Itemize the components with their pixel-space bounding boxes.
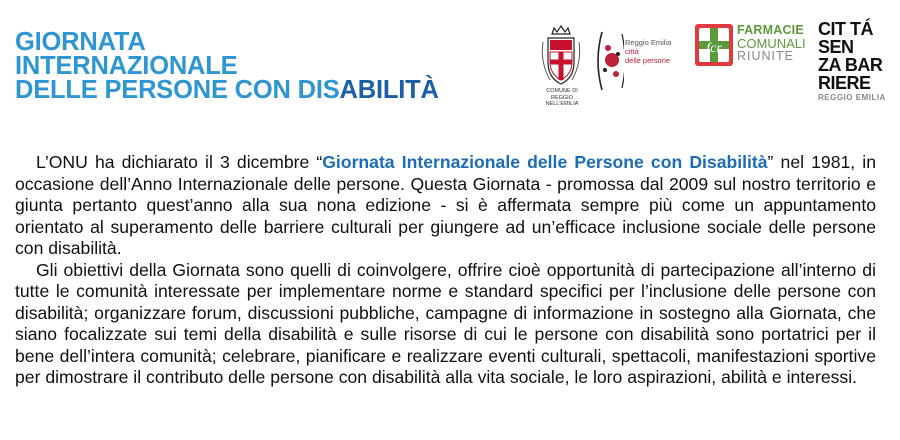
csb-line-1: CIT TÁ: [818, 19, 873, 39]
paragraph-2: Gli obiettivi della Giornata sono quelli di coinvolgere, offrire cioè opportunità di partecipazione all’interno di tutte le comunità interessate per implementare norme e standard specifici per l’inclusione delle persone con disabilità; organizzare forum, discussioni pubbliche, campagne di informazione in sostegno alla Giornata, che siano focalizzate sui temi della disabilità e sulle risorse di cui le persone con disabilità sono portatrici per il bene dell’intera comunità; celebrare, pianificare e realizzare eventi culturali, spettacoli, manifestazioni sportive per dimostrare il contributo delle persone con disabilità alla vita sociale, le loro aspirazioni, abilità e interessi.: [15, 259, 876, 387]
fcr-name-3: RIUNITE: [737, 49, 794, 63]
comune-caption-2: REGGIO NELL'EMILIA: [545, 94, 579, 107]
fcr-name-1: FARMACIE: [737, 23, 804, 37]
reggio-emilia-citta-persone-logo: [592, 26, 624, 96]
re-text-1: Reggio Emilia: [625, 38, 672, 47]
csb-line-2: SEN: [818, 37, 854, 57]
title-line-1: GIORNATA: [15, 28, 146, 56]
reggio-emilia-text: [625, 38, 671, 65]
comune-caption: [534, 88, 590, 108]
title-line-3: [15, 78, 439, 102]
paragraph-1: [15, 152, 876, 260]
body-text: [15, 152, 876, 389]
title-line-2: INTERNAZIONALE: [15, 52, 238, 80]
title-line-3-part-2: ABILITÀ: [339, 76, 439, 104]
csb-line-4: RIERE: [818, 73, 871, 93]
fcr-name: [737, 24, 806, 63]
paragraph-1-start: L’ONU ha dichiarato il 3 dicembre “: [36, 152, 323, 172]
fcr-name-2: COMUNALI: [737, 36, 806, 51]
citta-senza-barriere-logo: [818, 19, 886, 102]
page-title: [15, 30, 439, 102]
re-text-2: città: [625, 47, 639, 56]
fcr-mark: fcr: [706, 41, 722, 56]
fcr-cross-logo: [695, 24, 733, 66]
paragraph-1-rest: ” nel 1981, in occasione dell’Anno Internazionale delle persone. Questa Giornata - promossa dal 2009 sul nostro territorio e giunta pertanto quest’anno alla sua nona edizione - si è affermata sempre più come un appuntamento orientato al superamento delle barriere culturali per giungere ad un’efficace inclusione sociale delle persone con disabilità.: [15, 152, 876, 258]
re-text-3: delle persone: [625, 56, 671, 65]
csb-line-3: ZA BAR: [818, 55, 883, 75]
highlight-giornata: Giornata Internazionale delle Persone con Disabilità: [322, 152, 768, 172]
csb-line-5: REGGIO EMILIA: [818, 93, 886, 102]
title-line-3-part-1: DELLE PERSONE CON DIS: [15, 76, 340, 104]
comune-caption-1: COMUNE DI: [546, 88, 578, 94]
